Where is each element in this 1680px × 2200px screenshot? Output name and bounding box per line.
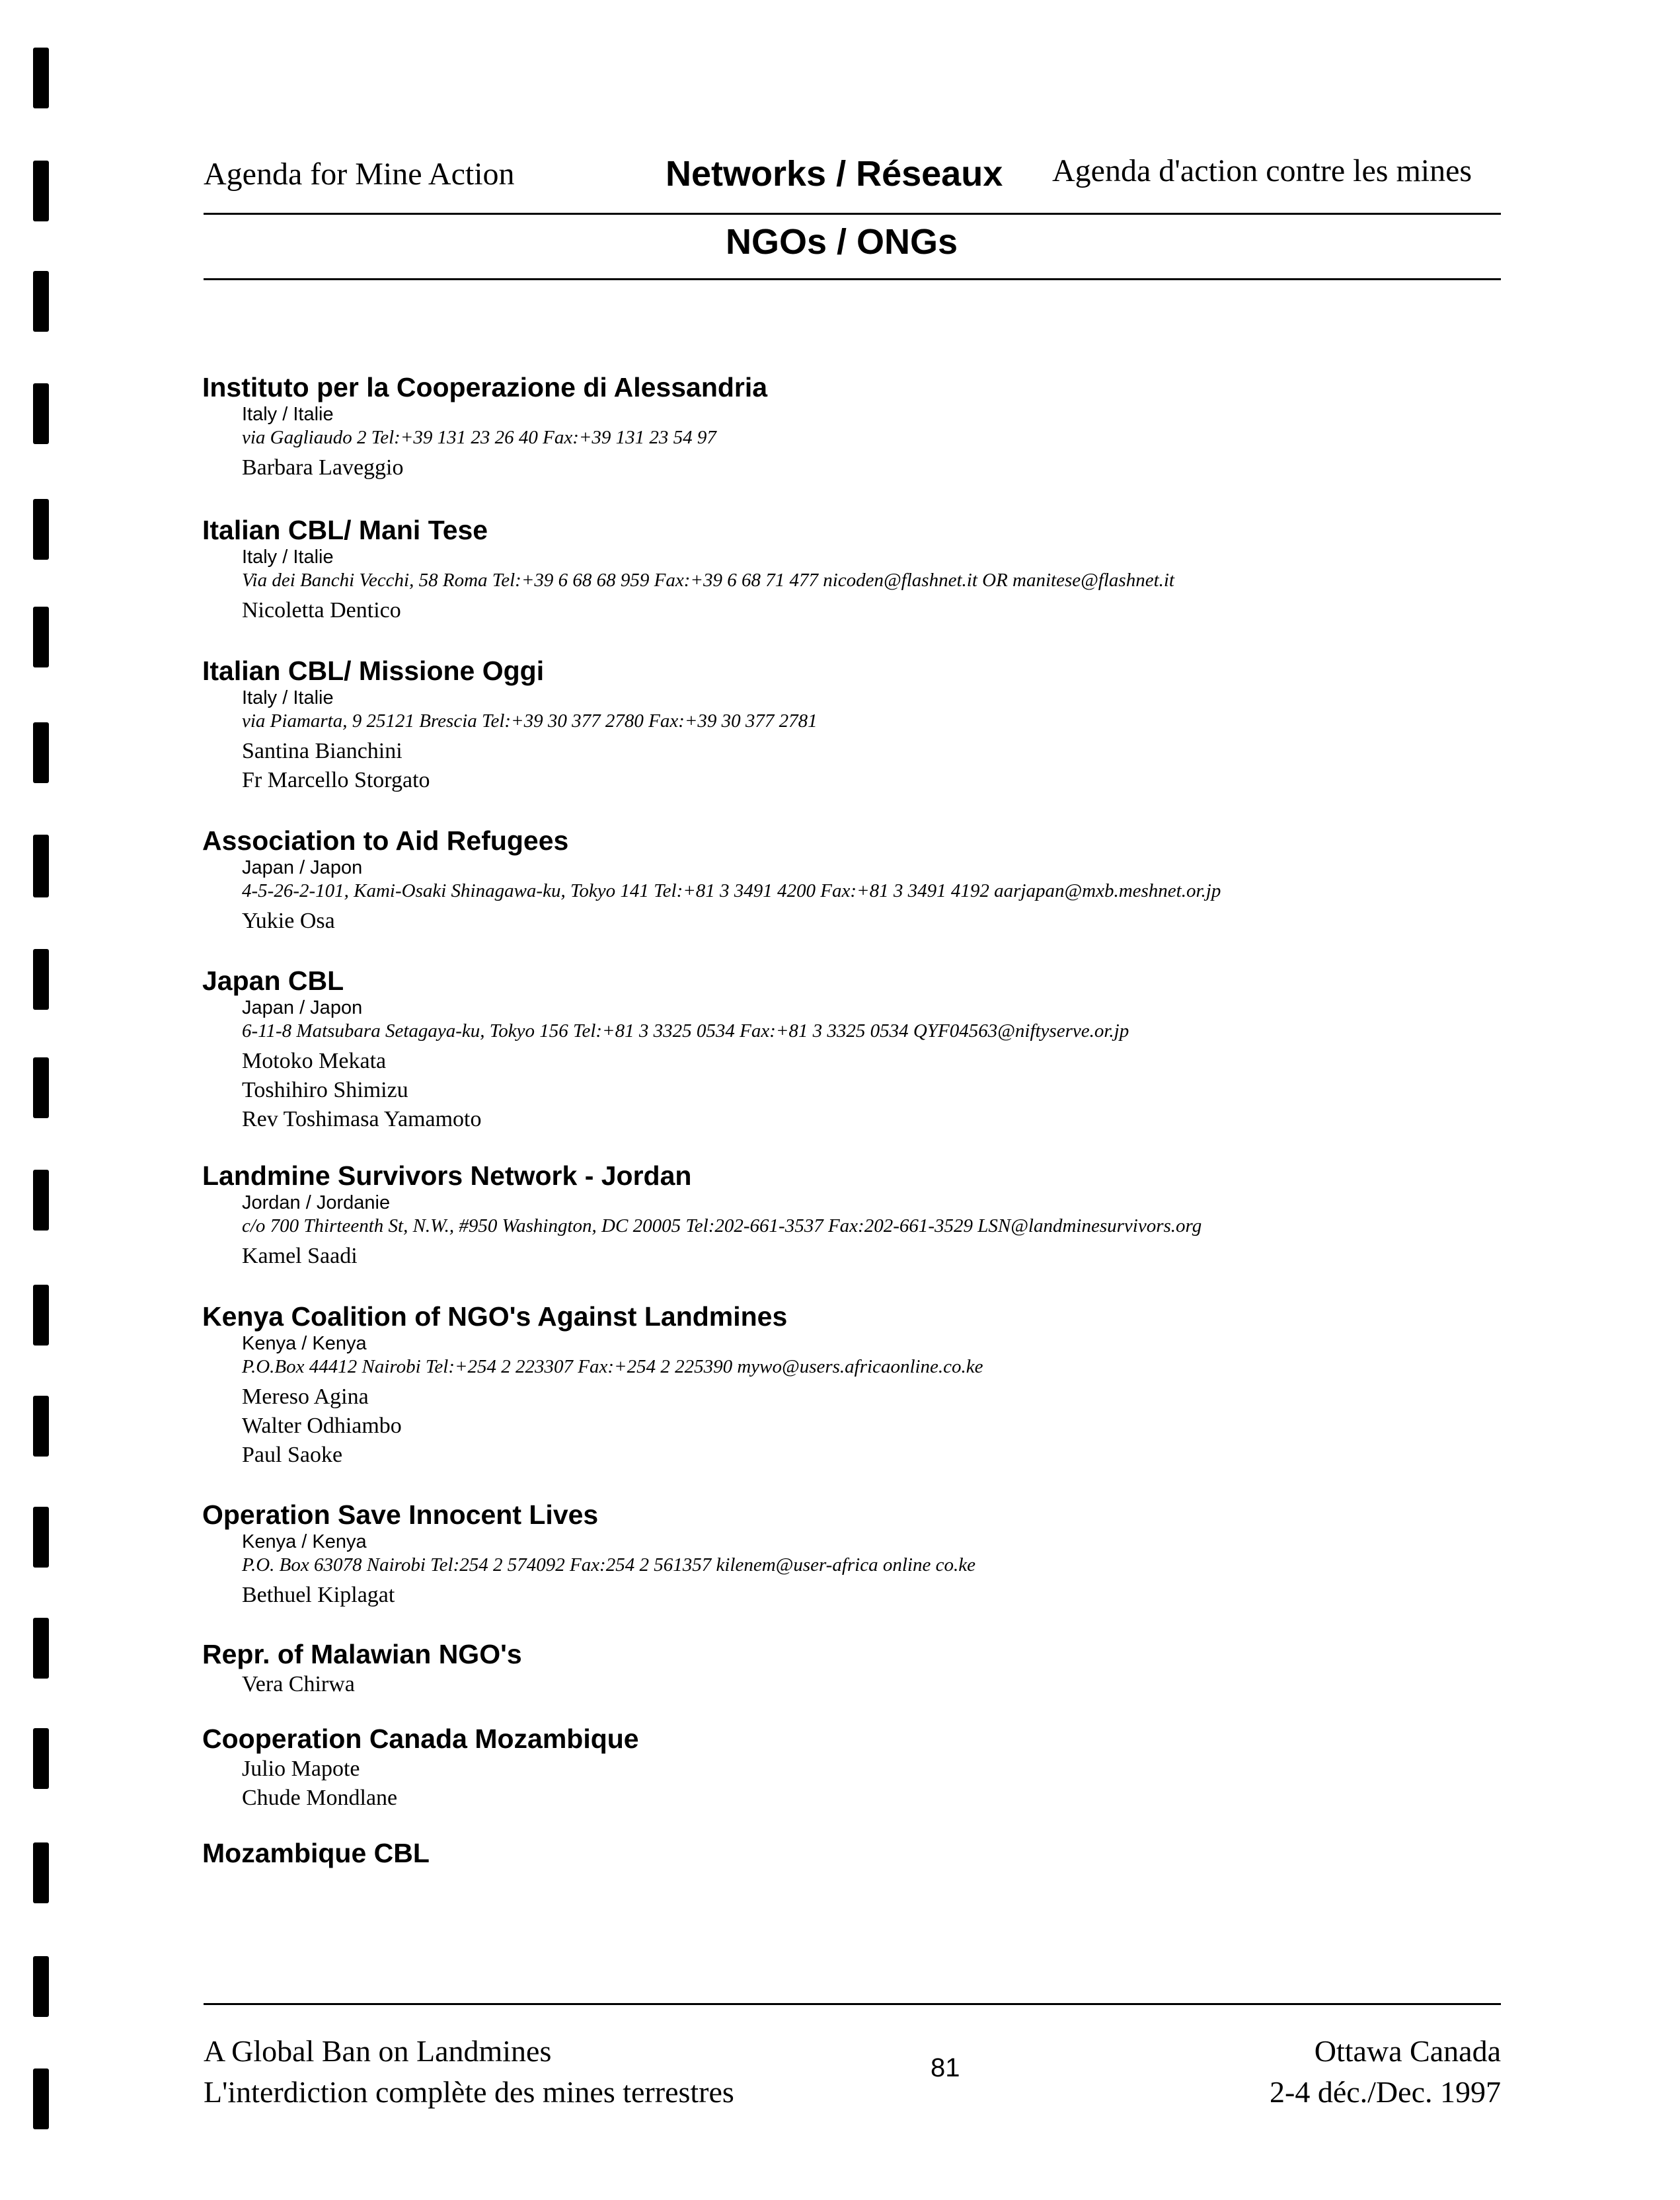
binder-hole: [33, 1842, 49, 1903]
org-address: P.O. Box 63078 Nairobi Tel:254 2 574092 Fax:254 2 561357 kilenem@user-africa online co.ke: [242, 1554, 975, 1575]
org-country: Japan / Japon: [242, 997, 363, 1018]
footer-location: Ottawa Canada: [1314, 2034, 1501, 2068]
contact-person: Walter Odhiambo: [242, 1414, 402, 1438]
contact-person: Chude Mondlane: [242, 1786, 398, 1810]
binder-hole: [33, 1057, 49, 1118]
org-country: Italy / Italie: [242, 404, 334, 425]
binder-hole: [33, 1170, 49, 1231]
ngo-entry: [202, 1499, 1498, 1610]
binder-hole: [33, 722, 49, 783]
org-name: Italian CBL/ Mani Tese: [202, 515, 488, 545]
org-address: Via dei Banchi Vecchi, 58 Roma Tel:+39 6 68 68 959 Fax:+39 6 68 71 477 nicoden@flashnet.it OR manitese@flashnet.it: [242, 570, 1174, 591]
binder-hole: [33, 271, 49, 332]
contact-person: Fr Marcello Storgato: [242, 768, 430, 792]
footer-divider: [204, 2003, 1501, 2005]
org-address: 4-5-26-2-101, Kami-Osaki Shinagawa-ku, Tokyo 141 Tel:+81 3 3491 4200 Fax:+81 3 3491 4192 aarjapan@mxb.meshnet.or.jp: [242, 880, 1221, 901]
org-name: Mozambique CBL: [202, 1838, 430, 1868]
contact-person: Julio Mapote: [242, 1757, 360, 1781]
org-name: Repr. of Malawian NGO's: [202, 1639, 522, 1669]
ngo-entry: [202, 825, 1498, 936]
ngo-entry: [202, 1837, 1498, 1869]
contact-person: Motoko Mekata: [242, 1049, 387, 1073]
contact-list: [202, 1242, 1498, 1271]
footer-left: [204, 2031, 734, 2113]
binder-hole: [33, 48, 49, 108]
binder-hole: [33, 949, 49, 1010]
footer-right: [1124, 2031, 1501, 2113]
page-number: 81: [931, 2053, 960, 2082]
contact-list: [202, 1755, 1498, 1813]
ngo-entry: [202, 371, 1498, 482]
org-country: Japan / Japon: [242, 857, 363, 878]
footer-date: 2-4 déc./Dec. 1997: [1270, 2075, 1501, 2109]
contact-list: [202, 737, 1498, 795]
contact-list: [202, 1670, 1498, 1699]
ngo-entry: [202, 1160, 1498, 1271]
org-name: Japan CBL: [202, 966, 344, 996]
contact-list: [202, 596, 1498, 625]
binder-hole: [33, 1618, 49, 1679]
contact-person: Toshihiro Shimizu: [242, 1078, 408, 1102]
org-name: Kenya Coalition of NGO's Against Landmines: [202, 1301, 788, 1332]
contact-person: Rev Toshimasa Yamamoto: [242, 1107, 482, 1131]
org-name: Operation Save Innocent Lives: [202, 1499, 599, 1530]
ngo-entry: [202, 1638, 1498, 1699]
binder-hole: [33, 161, 49, 221]
header-right-title: Agenda d'action contre les mines: [1052, 153, 1472, 188]
binder-hole: [33, 1507, 49, 1568]
binder-hole: [33, 1285, 49, 1346]
binder-hole: [33, 607, 49, 667]
contact-list: [202, 1047, 1498, 1134]
org-country: Italy / Italie: [242, 687, 334, 708]
header-divider: [204, 213, 1501, 215]
org-name: Association to Aid Refugees: [202, 825, 569, 856]
org-country: Jordan / Jordanie: [242, 1192, 391, 1213]
contact-list: [202, 907, 1498, 936]
page-subtitle: NGOs / ONGs: [726, 222, 958, 262]
ngo-entry: [202, 1301, 1498, 1470]
footer-title-fr: L'interdiction complète des mines terrestres: [204, 2075, 734, 2109]
org-country: Kenya / Kenya: [242, 1333, 367, 1354]
contact-list: [202, 1581, 1498, 1610]
binder-hole: [33, 2068, 49, 2129]
contact-person: Nicoletta Dentico: [242, 598, 401, 623]
contact-person: Mereso Agina: [242, 1384, 369, 1409]
contact-person: Yukie Osa: [242, 909, 335, 933]
binder-hole: [33, 383, 49, 444]
ngo-entry: [202, 1723, 1498, 1813]
ngo-entry: [202, 514, 1498, 625]
header-section-title: Networks / Réseaux: [666, 154, 1003, 194]
binder-hole: [33, 499, 49, 560]
ngo-entry: [202, 655, 1498, 795]
contact-list: [202, 453, 1498, 482]
contact-person: Santina Bianchini: [242, 739, 402, 763]
ngo-entry: [202, 965, 1498, 1134]
org-address: P.O.Box 44412 Nairobi Tel:+254 2 223307 Fax:+254 2 225390 mywo@users.africaonline.co.ke: [242, 1356, 983, 1377]
binder-hole: [33, 1728, 49, 1789]
org-address: via Piamarta, 9 25121 Brescia Tel:+39 30 377 2780 Fax:+39 30 377 2781: [242, 710, 818, 732]
org-address: via Gagliaudo 2 Tel:+39 131 23 26 40 Fax:+39 131 23 54 97: [242, 427, 716, 448]
binder-hole: [33, 835, 49, 897]
footer-title-en: A Global Ban on Landmines: [204, 2034, 552, 2068]
subtitle-divider: [204, 278, 1501, 280]
org-address: c/o 700 Thirteenth St, N.W., #950 Washington, DC 20005 Tel:202-661-3537 Fax:202-661-3529 LSN@landminesurvivors.org: [242, 1215, 1202, 1236]
binder-hole: [33, 1396, 49, 1457]
contact-person: Kamel Saadi: [242, 1244, 358, 1268]
contact-person: Paul Saoke: [242, 1443, 343, 1467]
org-name: Cooperation Canada Mozambique: [202, 1724, 639, 1754]
header-left-title: Agenda for Mine Action: [204, 157, 515, 192]
contact-person: Barbara Laveggio: [242, 455, 404, 480]
org-name: Instituto per la Cooperazione di Alessandria: [202, 372, 768, 402]
binder-hole: [33, 1956, 49, 2017]
org-country: Italy / Italie: [242, 547, 334, 568]
org-country: Kenya / Kenya: [242, 1531, 367, 1552]
contact-list: [202, 1383, 1498, 1470]
org-name: Italian CBL/ Missione Oggi: [202, 656, 545, 686]
org-address: 6-11-8 Matsubara Setagaya-ku, Tokyo 156 Tel:+81 3 3325 0534 Fax:+81 3 3325 0534 QYF04563@niftyserve.or.jp: [242, 1020, 1129, 1042]
contact-person: Vera Chirwa: [242, 1672, 355, 1696]
org-name: Landmine Survivors Network - Jordan: [202, 1160, 692, 1191]
contact-person: Bethuel Kiplagat: [242, 1583, 395, 1607]
